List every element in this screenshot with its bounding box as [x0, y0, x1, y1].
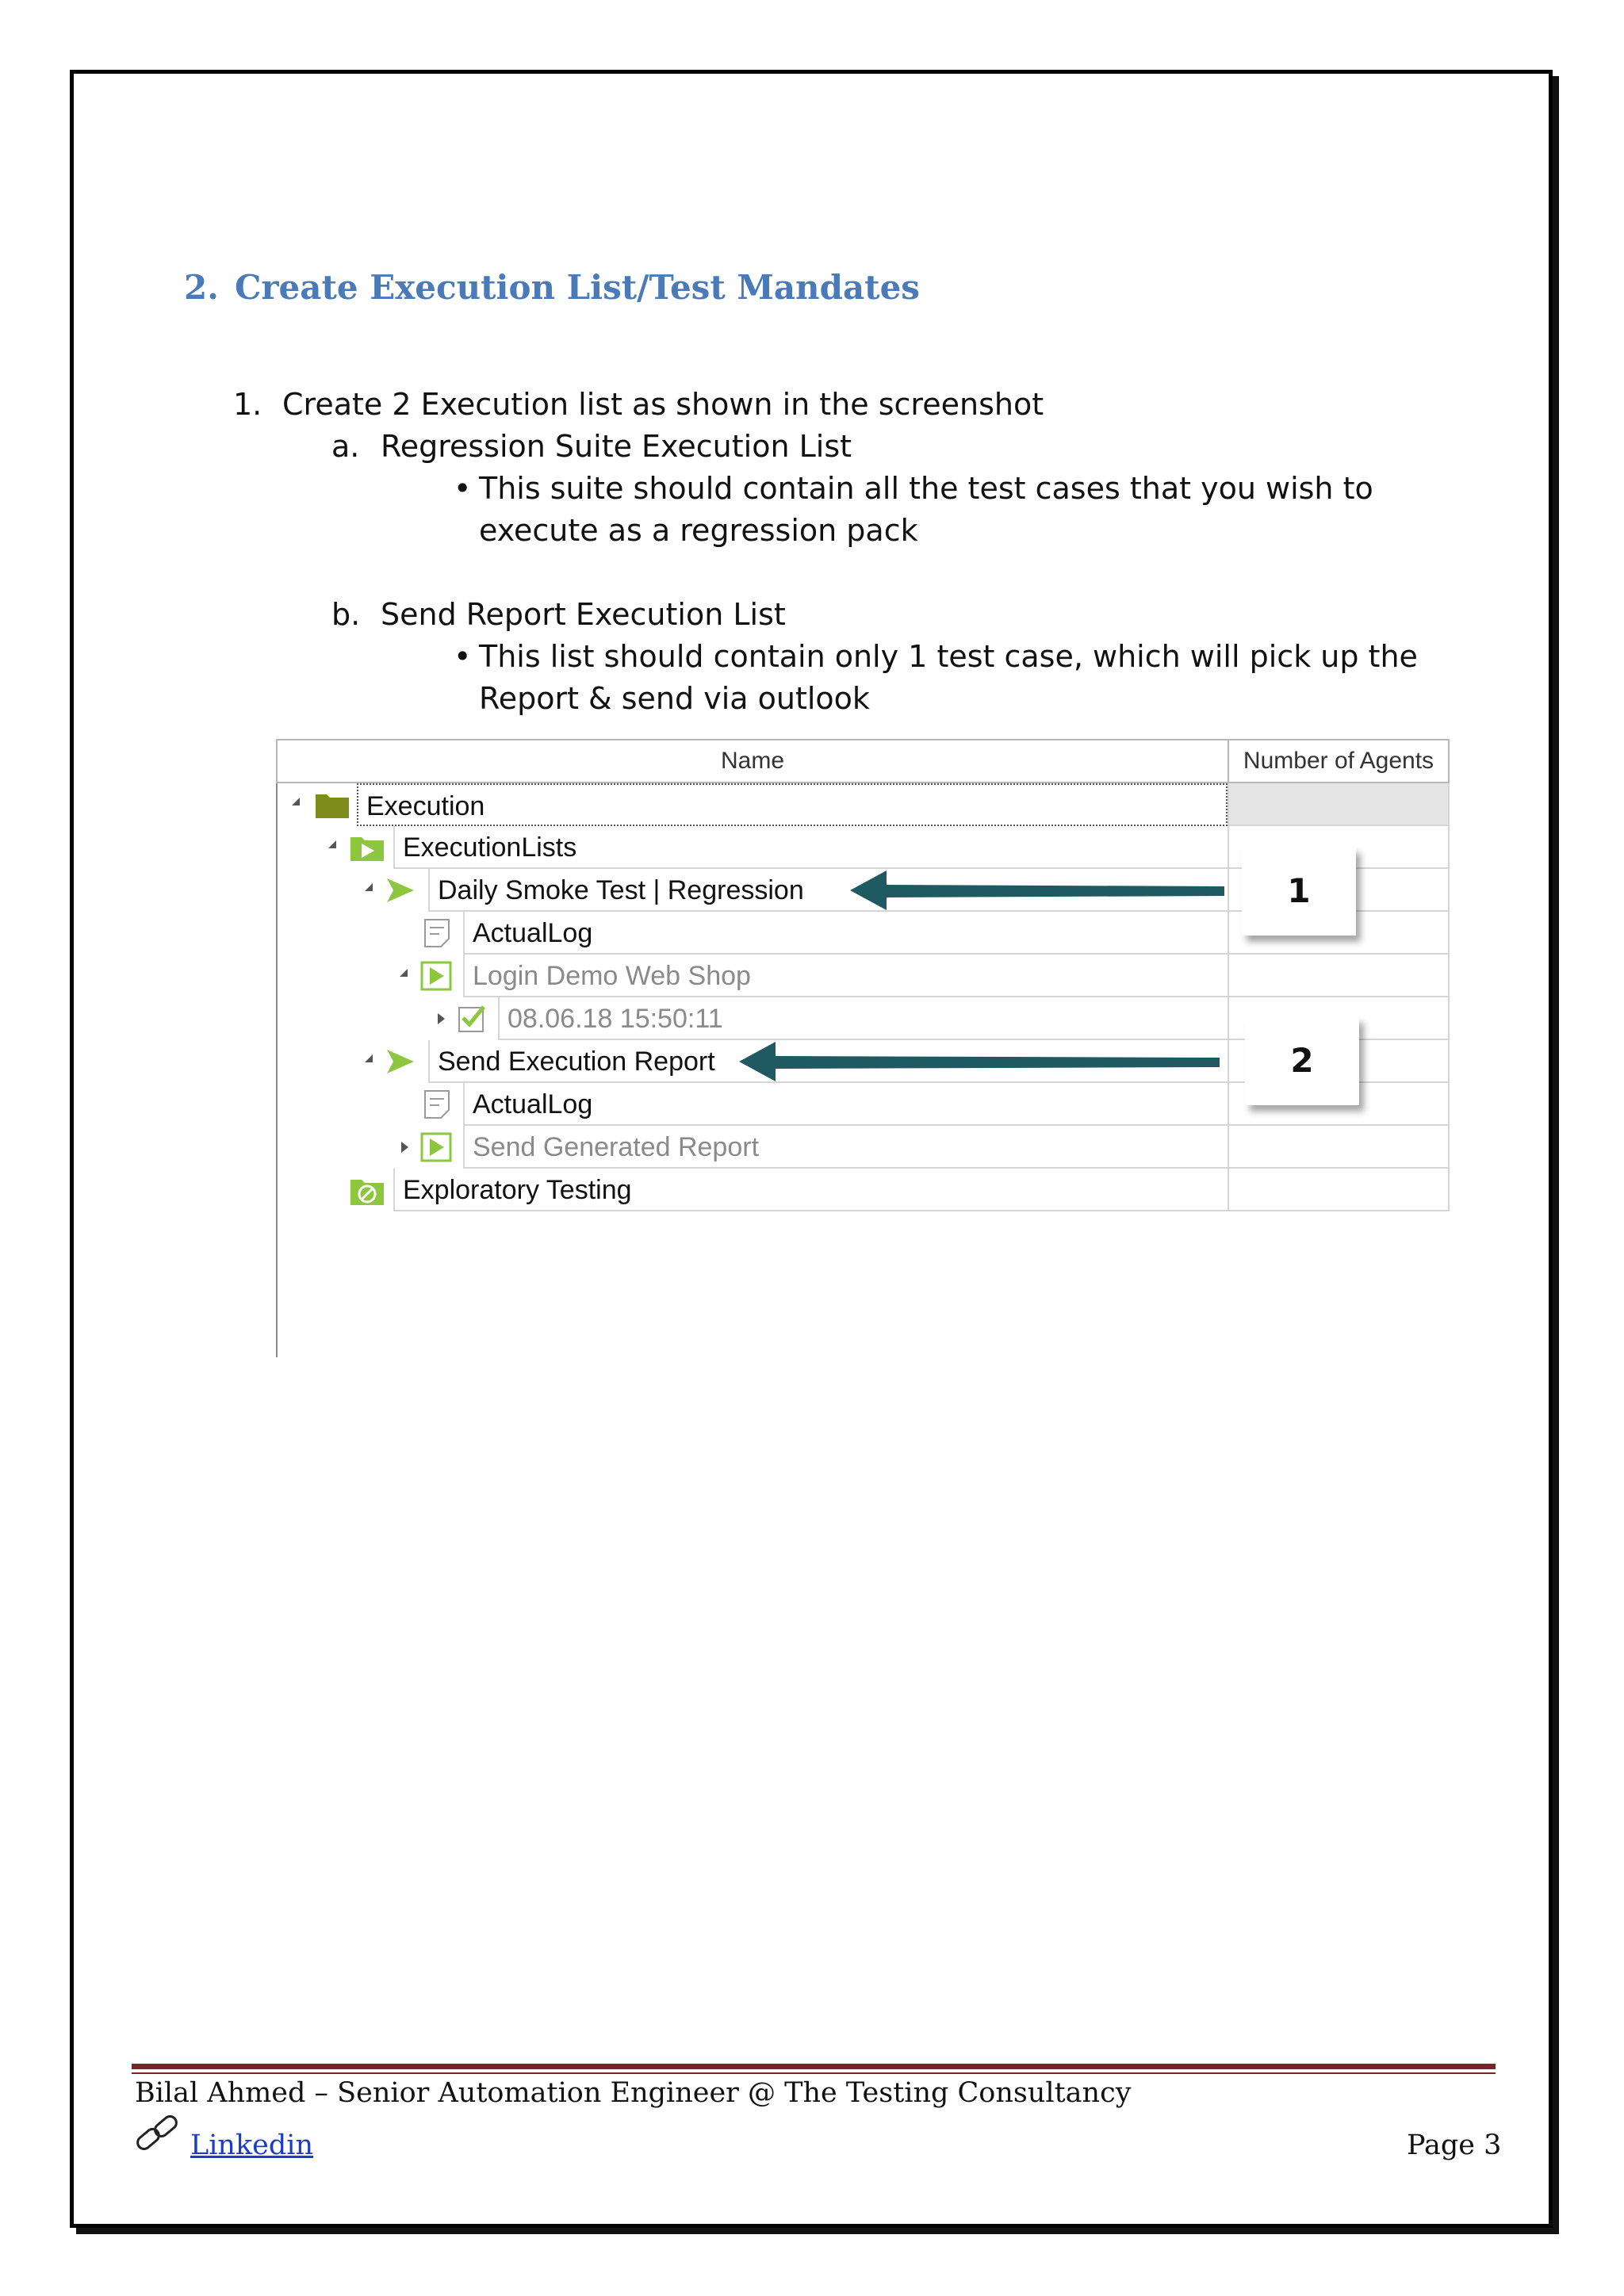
list-marker: a. [331, 429, 360, 464]
bullet-b-line2: Report & send via outlook [479, 681, 870, 716]
section-heading [184, 268, 920, 307]
section-title: Create Execution List/Test Mandates [235, 268, 920, 307]
list-item-text: Regression Suite Execution List [381, 429, 852, 464]
list-item-b [331, 597, 786, 632]
bullet-text: This suite should contain all the test cases that you wish to [479, 471, 1373, 506]
tree-row-label: 08.06.18 15:50:11 [498, 997, 1228, 1040]
page-number: Page 3 [1407, 2130, 1502, 2161]
tree-row-label: Exploratory Testing [393, 1169, 1228, 1211]
callout-1: 1 [1242, 847, 1356, 936]
column-header-name[interactable]: Name [278, 740, 1229, 782]
footer-rule [132, 2064, 1496, 2069]
bullet-a-line1 [454, 471, 1373, 506]
tree-row-label: Send Execution Report [428, 1040, 1228, 1083]
tree-row-label: Login Demo Web Shop [463, 955, 1228, 997]
list-item-a [331, 429, 852, 464]
section-number: 2. [184, 268, 219, 307]
callout-2: 2 [1245, 1016, 1359, 1105]
list-item-text: Create 2 Execution list as shown in the screenshot [282, 387, 1044, 422]
tree-row-label: ExecutionLists [393, 826, 1228, 869]
list-item-text: Send Report Execution List [381, 597, 786, 632]
footer-author: Bilal Ahmed – Senior Automation Engineer @ The Testing Consultancy [135, 2077, 1132, 2109]
bullet-marker: • [454, 639, 472, 674]
column-header-agents[interactable]: Number of Agents [1243, 748, 1434, 774]
tree-row-label: ActualLog [463, 912, 1228, 955]
arrow-1 [850, 871, 1224, 910]
bullet-b-line1 [454, 639, 1418, 674]
arrow-2 [739, 1042, 1220, 1081]
list-marker: b. [331, 597, 361, 632]
tree-row-label: Daily Smoke Test | Regression [428, 869, 1228, 912]
linkedin-link[interactable]: Linkedin [190, 2130, 314, 2161]
page-border-shadow [76, 2228, 1559, 2234]
tree-row-label: Execution [357, 783, 1228, 826]
bullet-marker: • [454, 471, 472, 506]
page-border-shadow [1553, 76, 1559, 2234]
tree-row-label: ActualLog [463, 1083, 1228, 1126]
chain-link-icon [133, 2109, 184, 2160]
bullet-text: This list should contain only 1 test case, which will pick up the [479, 639, 1418, 674]
footer-rule [132, 2072, 1496, 2074]
execution-tree-screenshot [276, 739, 1450, 1357]
tree-row-label: Send Generated Report [463, 1126, 1228, 1169]
list-item-1 [233, 387, 1044, 422]
list-marker: 1. [233, 387, 262, 422]
bullet-a-line2: execute as a regression pack [479, 513, 918, 548]
